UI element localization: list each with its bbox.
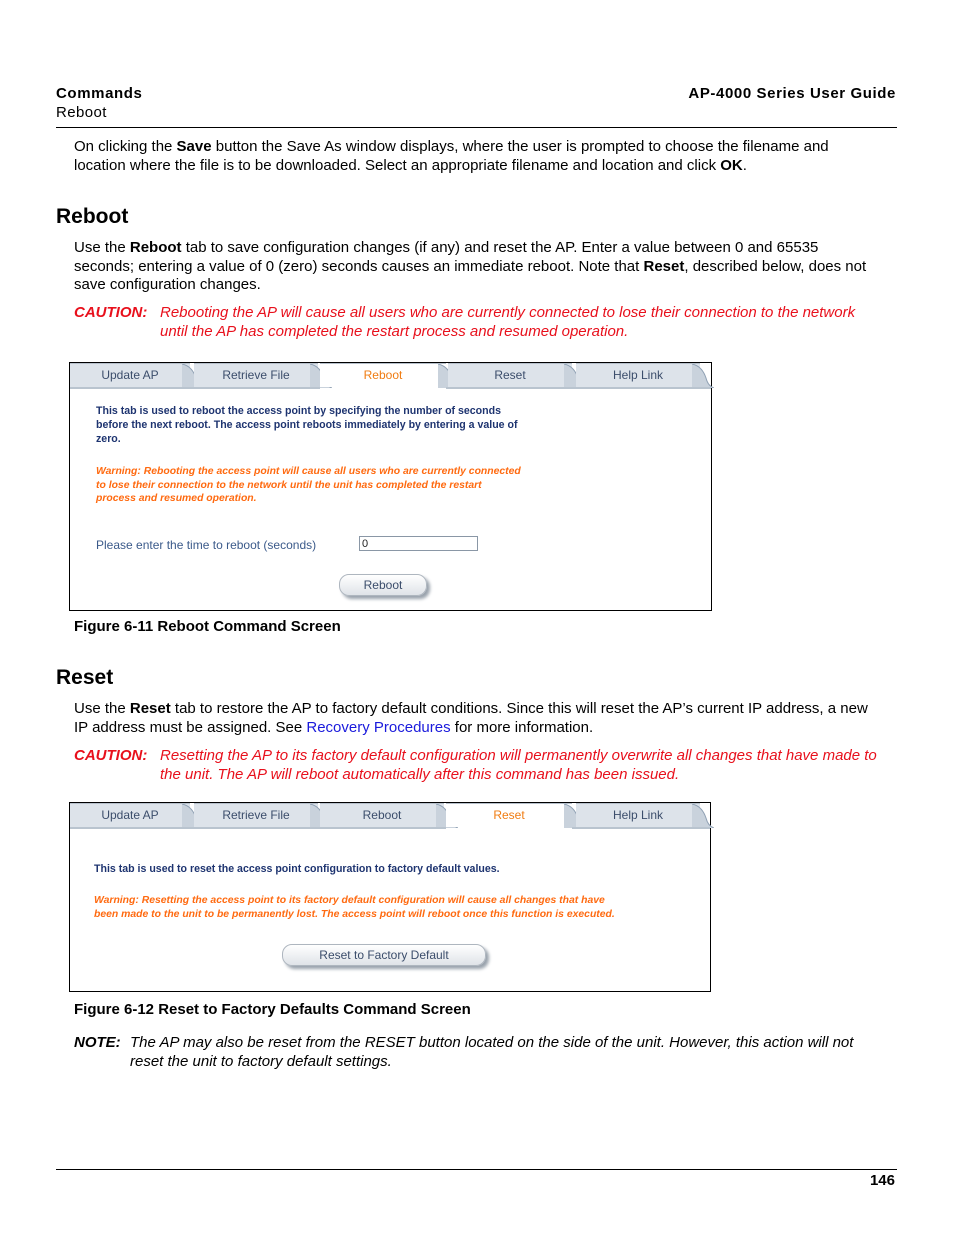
- intro-paragraph: [74, 138, 900, 175]
- reboot-caution-line-2: until the AP has completed the restart process and resumed operation.: [160, 322, 629, 340]
- reboot-caution-line-1: Rebooting the AP will cause all users who are currently connected to lose their connection to the network: [160, 304, 856, 321]
- recovery-procedures-link[interactable]: Recovery Procedures: [306, 718, 451, 736]
- header-subsection: Reboot: [56, 104, 107, 121]
- tab-reset[interactable]: Reset: [448, 363, 572, 387]
- reboot-paragraph: [74, 239, 900, 295]
- tab-underline: [70, 827, 446, 829]
- tab-help-link[interactable]: Help Link: [576, 363, 700, 387]
- intro-line-1: On clicking the Save button the Save As window displays, where the user is prompted to choose the filename and: [74, 138, 829, 155]
- reboot-line-3: save configuration changes.: [74, 276, 261, 294]
- tab-underline: [446, 387, 711, 389]
- tab-reset[interactable]: Reset: [446, 803, 572, 827]
- header-rule: [56, 127, 897, 128]
- reboot-description: This tab is used to reboot the access point by specifying the number of seconds before the next reboot. The access point reboots immediately by entering a value of zero.: [96, 405, 518, 445]
- note-line-2: reset the unit to factory default settings.: [130, 1052, 392, 1070]
- reboot-line-1: Use the Reboot tab to save configuration changes (if any) and reset the AP. Enter a value between 0 and 65535: [74, 239, 819, 256]
- header-section: Commands: [56, 85, 143, 102]
- reboot-figure: [69, 362, 712, 611]
- note-label: NOTE:: [74, 1034, 121, 1051]
- intro-line-2: location where the file is to be downloaded. Select an appropriate filename and location and click OK.: [74, 156, 747, 174]
- reboot-line-2: seconds; entering a value of 0 (zero) seconds causes an immediate reboot. Note that Reset, described below, does not: [74, 257, 867, 275]
- tab-update-ap[interactable]: Update AP: [70, 803, 190, 827]
- reset-caution: [74, 747, 904, 787]
- note-line-1: The AP may also be reset from the RESET button located on the side of the unit. However, this action will not: [130, 1034, 854, 1051]
- reset-warning: Warning: Resetting the access point to its factory default configuration will cause all changes that have been made to the unit to be permanently lost. The access point will reboot once this function is executed.: [94, 895, 615, 920]
- caution-label: CAUTION:: [74, 304, 148, 321]
- reboot-time-label: Please enter the time to reboot (seconds): [96, 538, 317, 552]
- reboot-time-input[interactable]: [359, 536, 478, 551]
- tab-help-link[interactable]: Help Link: [576, 803, 700, 827]
- caution-label: CAUTION:: [74, 747, 148, 764]
- reboot-caution: [74, 304, 904, 344]
- footer-rule: [56, 1169, 897, 1170]
- reset-caution-line-2: the unit. The AP will reboot automatically after this command has been issued.: [160, 765, 680, 783]
- reboot-button[interactable]: Reboot: [339, 574, 427, 596]
- reset-to-factory-default-button[interactable]: Reset to Factory Default: [282, 944, 486, 966]
- reset-description: This tab is used to reset the access point configuration to factory default values.: [94, 863, 500, 875]
- tab-curl-icon: [692, 804, 714, 828]
- tab-reboot[interactable]: Reboot: [320, 803, 444, 827]
- tab-underline: [70, 387, 320, 389]
- reset-tab-bar: [70, 803, 710, 827]
- page-number: 146: [869, 1172, 895, 1189]
- header-guide-title: AP-4000 Series User Guide: [688, 85, 896, 102]
- tab-update-ap[interactable]: Update AP: [70, 363, 190, 387]
- reboot-warning: Warning: Rebooting the access point will cause all users who are currently connected to lose their connection to the network until the unit has completed the restart process and resumed operation.: [96, 466, 521, 504]
- reset-heading: Reset: [56, 666, 114, 689]
- tab-retrieve-file[interactable]: Retrieve File: [194, 803, 318, 827]
- tab-retrieve-file[interactable]: Retrieve File: [194, 363, 318, 387]
- note-block: [74, 1034, 904, 1074]
- figure-6-12-caption: Figure 6-12 Reset to Factory Defaults Command Screen: [74, 1001, 471, 1018]
- reset-line-2: IP address must be assigned. See Recovery Procedures for more information.: [74, 718, 594, 736]
- reboot-tab-bar: [70, 363, 711, 387]
- reset-paragraph: [74, 700, 900, 737]
- figure-6-11-caption: Figure 6-11 Reboot Command Screen: [74, 618, 341, 635]
- reset-caution-line-1: Resetting the AP to its factory default configuration will permanently overwrite all changes that have made to: [160, 747, 877, 764]
- tab-underline: [572, 827, 710, 829]
- reset-figure: [69, 802, 711, 992]
- tab-reboot[interactable]: Reboot: [320, 363, 446, 387]
- reset-line-1: Use the Reset tab to restore the AP to factory default conditions. Since this will reset the AP’s current IP address, a new: [74, 700, 868, 717]
- reboot-heading: Reboot: [56, 205, 129, 228]
- tab-curl-icon: [692, 364, 714, 388]
